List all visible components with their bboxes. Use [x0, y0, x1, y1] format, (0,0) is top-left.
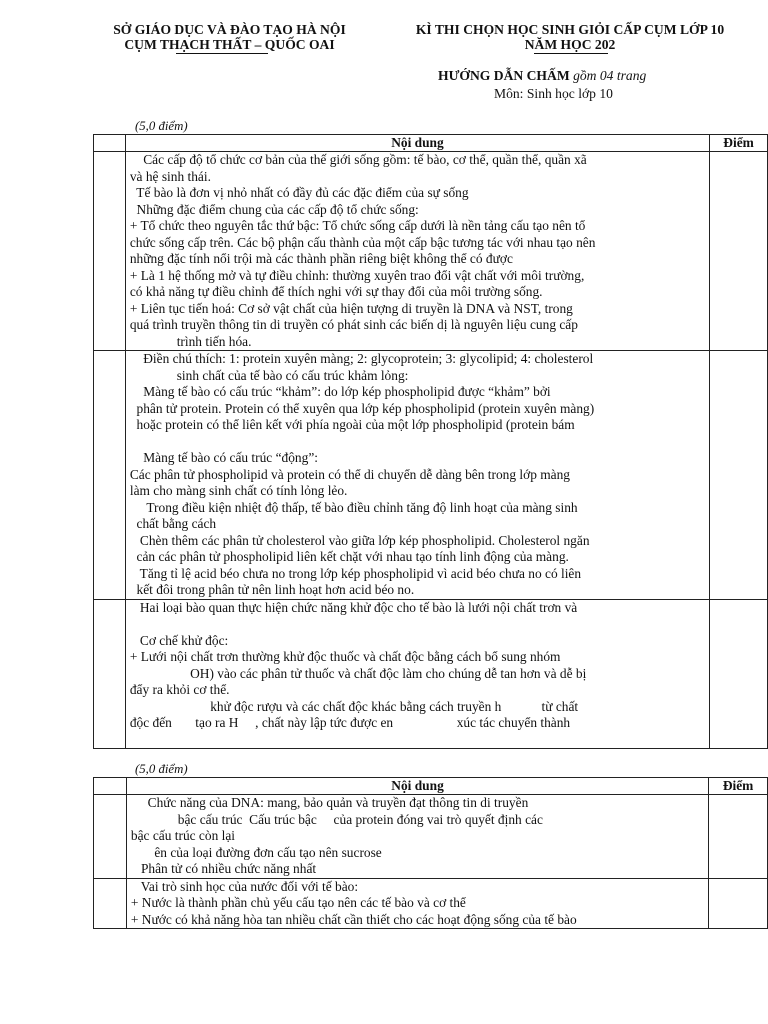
index-cell	[94, 152, 126, 351]
content-cell	[125, 152, 709, 351]
score-header: Điểm	[710, 135, 768, 152]
text-line: ên của loại đường đơn cấu tạo nên sucrose	[130, 844, 382, 860]
guide-title-line	[438, 68, 646, 84]
subject-line: Môn: Sinh học lớp 10	[494, 86, 613, 101]
table-row	[94, 152, 768, 351]
text-line: Vai trò sinh học của nước đối với tế bào:	[130, 878, 359, 894]
table-row	[94, 795, 768, 879]
text-line: chất bằng cách	[129, 516, 217, 531]
score-cell	[709, 878, 768, 929]
score-cell	[710, 152, 768, 351]
text-line: OH) vào các phân tử thuốc và chất độc làm cho chúng dễ tan hơn và dễ bị	[129, 665, 587, 681]
text-line: Tế bào là đơn vị nhỏ nhất có đầy đủ các đặc điểm của sự sống	[129, 185, 469, 200]
content-text	[127, 879, 708, 929]
score-header: Điểm	[709, 778, 768, 795]
text-line: + Lưới nội chất trơn thường khử độc thuốc và chất độc bằng cách bổ sung nhóm	[129, 649, 561, 664]
text-line: sinh chất của tế bào có cấu trúc khảm lỏng:	[129, 367, 409, 383]
text-line: bậc cấu trúc Cấu trúc bậc của protein đóng vai trò quyết định các	[130, 811, 543, 827]
table-row	[94, 878, 768, 929]
section-2-points: (5,0 điểm)	[135, 762, 188, 776]
text-line: phân tử protein. Protein có thể xuyên qua lớp kép phospholipid (protein xuyên màng)	[129, 400, 595, 416]
department-header	[92, 22, 367, 52]
text-line: Hai loại bào quan thực hiện chức năng khử độc cho tế bào là lưới nội chất trơn và	[129, 599, 578, 615]
content-cell	[125, 599, 709, 748]
header-underline-right	[534, 53, 608, 54]
text-line	[130, 732, 706, 748]
exam-header	[390, 22, 750, 52]
text-line: hoặc protein có thể liên kết với phía ngoài của một lớp phospholipid (protein bám	[129, 417, 575, 432]
index-cell	[94, 878, 127, 929]
content-text	[126, 600, 709, 748]
text-line: trình tiến hóa.	[129, 333, 252, 349]
text-line: + Liên tục tiến hoá: Cơ sở vật chất của hiện tượng di truyền là DNA và NST, trong	[129, 300, 573, 316]
text-line: và hệ sinh thái.	[129, 168, 211, 184]
text-line: Phân tử có nhiều chức năng nhất	[130, 861, 317, 876]
text-line: đẩy ra khỏi cơ thể.	[129, 682, 230, 697]
content-header: Nội dung	[126, 778, 708, 795]
index-header	[94, 135, 126, 152]
text-line: chức sống cấp trên. Các bộ phận cấu thành của một cấp bậc tương tác với nhau tạo nên	[129, 234, 596, 250]
school-year: NĂM HỌC 202	[524, 37, 616, 52]
text-line: Những đặc điểm chung của các cấp độ tổ chức sống:	[129, 201, 419, 217]
score-cell	[710, 351, 768, 600]
content-text	[127, 795, 708, 878]
content-text	[126, 351, 709, 599]
guide-title: HƯỚNG DẪN CHẤM	[438, 68, 570, 83]
table-header-row	[94, 135, 768, 152]
text-line: cản các phân tử phospholipid liên kết chặt với nhau tạo tính linh động của màng.	[129, 549, 569, 564]
text-line: Chèn thêm các phân tử cholesterol vào giữa lớp kép phospholipid. Cholesterol ngăn	[129, 532, 590, 548]
text-line	[130, 616, 706, 633]
table-row	[94, 351, 768, 600]
content-cell	[126, 878, 708, 929]
content-cell	[125, 351, 709, 600]
guide-pages: gồm 04 trang	[573, 68, 647, 83]
text-line: Màng tế bào có cấu trúc “khảm”: do lớp kép phospholipid được “khảm” bởi	[129, 384, 551, 399]
text-line: Các phân tử phospholipid và protein có thể di chuyển dễ dàng bên trong lớp màng	[129, 466, 570, 482]
text-line: làm cho màng sinh chất có tính lỏng lẻo.	[129, 483, 348, 498]
text-line: quá trình truyền thông tin di truyền có phát sinh các biến dị là nguyên liệu cung cấp	[129, 317, 578, 332]
score-cell	[710, 599, 768, 748]
grading-table-1	[93, 134, 768, 749]
index-cell	[94, 795, 127, 879]
text-line: Trong điều kiện nhiệt độ thấp, tế bào điều chỉnh tăng độ linh hoạt của màng sinh	[129, 499, 578, 515]
table-row	[94, 599, 768, 748]
score-cell	[709, 795, 768, 879]
text-line: Điền chú thích: 1: protein xuyên màng; 2: glycoprotein; 3: glycolipid; 4: cholesterol	[129, 351, 594, 366]
department-name: SỞ GIÁO DỤC VÀ ĐÀO TẠO HÀ NỘI	[113, 22, 346, 37]
text-line: + Nước có khả năng hòa tan nhiều chất cần thiết cho các hoạt động sống của tế bào	[130, 911, 577, 927]
content-header: Nội dung	[125, 135, 709, 152]
section-1-points: (5,0 điểm)	[135, 119, 188, 133]
text-line: độc đến tạo ra H , chất này lập tức được en xúc tác chuyển thành	[129, 715, 571, 730]
grading-table-2	[93, 777, 768, 929]
text-line: bậc cấu trúc còn lại	[130, 828, 235, 843]
text-line: Cơ chế khử độc:	[129, 632, 229, 648]
index-cell	[94, 351, 126, 600]
content-cell	[126, 795, 708, 879]
text-line: những đặc tính nổi trội mà các thành phần riêng biệt không thể có được	[129, 251, 513, 266]
text-line: + Tổ chức theo nguyên tắc thứ bậc: Tổ chức sống cấp dưới là nền tảng cấu tạo nên tổ	[129, 218, 586, 233]
text-line: kết đôi trong phân tử nên linh hoạt hơn acid béo no.	[129, 582, 415, 597]
cluster-name: CỤM THẠCH THẤT – QUỐC OAI	[124, 37, 335, 52]
index-cell	[94, 599, 126, 748]
exam-title: KÌ THI CHỌN HỌC SINH GIỎI CẤP CỤM LỚP 10	[415, 22, 725, 37]
text-line: khử độc rượu và các chất độc khác bằng cách truyền h từ chất	[129, 698, 579, 714]
text-line: Tăng tỉ lệ acid béo chưa no trong lớp kép phospholipid vì acid béo chưa no có liên	[129, 565, 582, 581]
text-line: + Là 1 hệ thống mở và tự điều chỉnh: thường xuyên trao đổi vật chất với môi trường,	[129, 267, 585, 283]
text-line: Màng tế bào có cấu trúc “động”:	[129, 450, 318, 465]
content-text	[126, 152, 709, 350]
text-line: có khả năng tự điều chỉnh để thích nghi với sự thay đổi của môi trường sống.	[129, 284, 543, 299]
text-line: Chức năng của DNA: mang, bảo quản và truyền đạt thông tin di truyền	[130, 795, 529, 810]
table-header-row	[94, 778, 768, 795]
text-line	[130, 434, 706, 451]
index-header	[94, 778, 127, 795]
text-line: Các cấp độ tổ chức cơ bản của thế giới sống gồm: tế bào, cơ thể, quần thể, quần xã	[129, 152, 587, 167]
text-line: + Nước là thành phần chủ yếu cấu tạo nên các tế bào và cơ thể	[130, 895, 466, 910]
header-underline-left	[176, 53, 268, 54]
